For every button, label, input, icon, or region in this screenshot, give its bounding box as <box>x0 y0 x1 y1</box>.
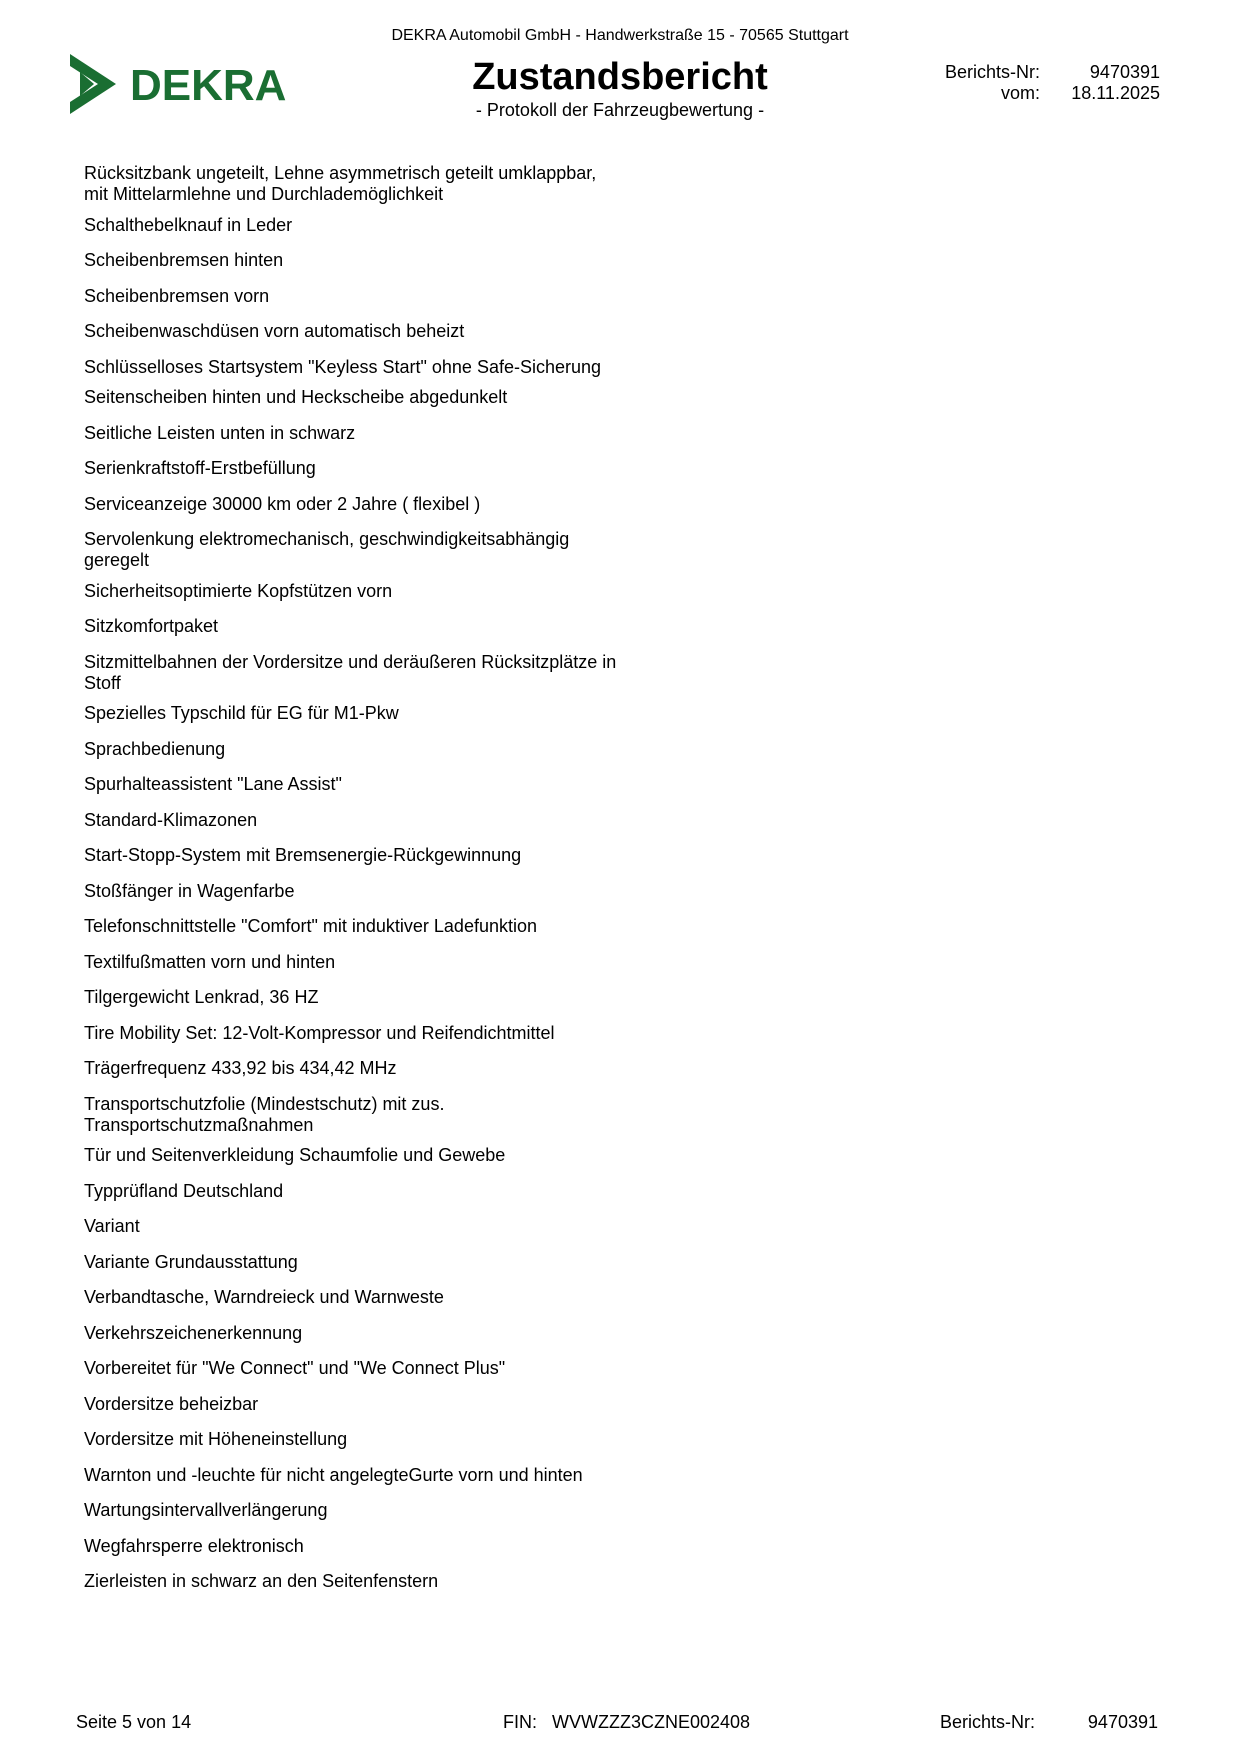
dekra-logo-wordmark: DEKRA <box>130 61 287 110</box>
company-address-line: DEKRA Automobil GmbH - Handwerkstraße 15 - 70565 Stuttgart <box>391 27 849 44</box>
report-date-label: vom: <box>1000 83 1040 103</box>
list-item: Typprüfland Deutschland <box>84 1180 284 1201</box>
list-item: Tire Mobility Set: 12-Volt-Kompressor und Reifendichtmittel <box>84 1022 555 1043</box>
list-item: Sitzmittelbahnen der Vordersitze und deräußeren Rücksitzplätze in Stoff <box>84 651 617 693</box>
list-item: Rücksitzbank ungeteilt, Lehne asymmetrisch geteilt umklappbar, mit Mittelarmlehne und Durchlademöglichkeit <box>84 163 597 204</box>
report-number-label: Berichts-Nr: <box>944 62 1040 82</box>
footer-report-value: 9470391 <box>1087 1712 1158 1732</box>
list-item: Servolenkung elektromechanisch, geschwindigkeitsabhängig geregelt <box>84 529 570 570</box>
list-item: Stoßfänger in Wagenfarbe <box>84 880 295 901</box>
list-item: Variant <box>84 1216 140 1236</box>
list-item: Spezielles Typschild für EG für M1-Pkw <box>84 703 399 723</box>
list-item: Scheibenwaschdüsen vorn automatisch beheizt <box>84 321 465 341</box>
report-date: 18.11.2025 <box>1071 83 1160 103</box>
list-item: Transportschutzfolie (Mindestschutz) mit zus. Transportschutzmaßnahmen <box>84 1093 445 1135</box>
page-number: Seite 5 von 14 <box>76 1712 192 1732</box>
vin-label: FIN: <box>503 1712 537 1732</box>
list-item: Textilfußmatten vorn und hinten <box>84 951 336 972</box>
list-item: Spurhalteassistent "Lane Assist" <box>84 774 342 794</box>
list-item: Sitzkomfortpaket <box>84 616 219 636</box>
list-item: Scheibenbremsen hinten <box>84 250 284 270</box>
list-item: Vordersitze beheizbar <box>84 1393 259 1414</box>
list-item: Seitliche Leisten unten in schwarz <box>84 422 356 443</box>
equipment-list <box>84 163 624 1607</box>
vin-number: WVWZZZ3CZNE002408 <box>552 1712 751 1732</box>
list-item: Seitenscheiben hinten und Heckscheibe abgedunkelt <box>84 387 508 407</box>
vin-info <box>503 1712 750 1733</box>
list-item: Telefonschnittstelle "Comfort" mit induktiver Ladefunktion <box>84 916 537 936</box>
list-item: Verkehrszeichenerkennung <box>84 1322 303 1343</box>
list-item: Wartungsintervallverlängerung <box>84 1500 328 1520</box>
footer-report-label: Berichts-Nr: <box>940 1712 1036 1732</box>
list-item: Trägerfrequenz 433,92 bis 434,42 MHz <box>84 1058 397 1078</box>
list-item: Schalthebelknauf in Leder <box>84 214 293 235</box>
list-item: Start-Stopp-System mit Bremsenergie-Rückgewinnung <box>84 845 522 865</box>
list-item: Serviceanzeige 30000 km oder 2 Jahre ( flexibel ) <box>84 493 481 514</box>
report-number: 9470391 <box>1089 62 1160 82</box>
list-item: Verbandtasche, Warndreieck und Warnweste <box>84 1287 444 1307</box>
list-item: Warnton und -leuchte für nicht angelegteGurte vorn und hinten <box>84 1464 583 1485</box>
list-item: Variante Grundausstattung <box>84 1251 298 1272</box>
footer-report-number <box>940 1712 1158 1733</box>
list-item: Tür und Seitenverkleidung Schaumfolie und Gewebe <box>84 1145 506 1165</box>
list-item: Sprachbedienung <box>84 738 226 759</box>
list-item: Scheibenbremsen vorn <box>84 285 270 306</box>
list-item: Vordersitze mit Höheneinstellung <box>84 1429 348 1449</box>
page-title: Zustandsbericht <box>472 56 768 98</box>
list-item: Vorbereitet für "We Connect" und "We Connect Plus" <box>84 1358 506 1378</box>
list-item: Standard-Klimazonen <box>84 809 258 830</box>
list-item: Tilgergewicht Lenkrad, 36 HZ <box>84 987 319 1007</box>
list-item: Sicherheitsoptimierte Kopfstützen vorn <box>84 580 393 601</box>
page-subtitle: - Protokoll der Fahrzeugbewertung - <box>475 100 765 120</box>
list-item: Schlüsselloses Startsystem "Keyless Start" ohne Safe-Sicherung <box>84 356 602 377</box>
report-meta <box>930 62 1160 104</box>
list-item: Wegfahrsperre elektronisch <box>84 1535 304 1556</box>
list-item: Serienkraftstoff-Erstbefüllung <box>84 458 316 478</box>
list-item: Zierleisten in schwarz an den Seitenfenstern <box>84 1571 439 1591</box>
